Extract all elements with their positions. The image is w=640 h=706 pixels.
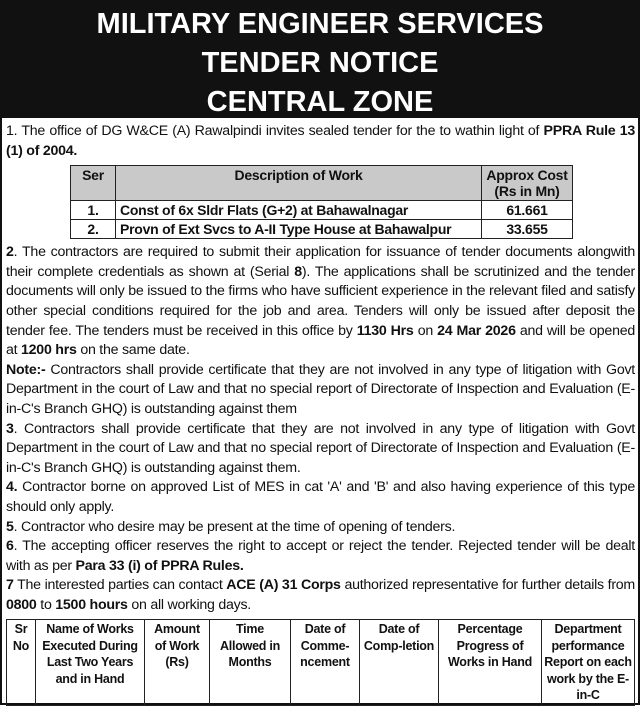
- cell-description: Const of 6x Sldr Flats (G+2) at Bahawalnagar: [116, 201, 482, 220]
- table-row: [71, 201, 573, 220]
- cell-ser: 1.: [71, 201, 116, 220]
- credentials-col-header: Date of Comp-letion: [360, 620, 439, 706]
- paragraph-6: [6, 518, 635, 538]
- text: to: [36, 596, 56, 613]
- bold-text: 7: [6, 577, 14, 594]
- credentials-col-header: Sr No: [7, 620, 36, 706]
- text: on all working days.: [127, 596, 251, 613]
- text: . Contractors shall provide certificate that they are not involved in any type of litigation with Govt Department in the court of Law and that no special report of Directorate of Inspection and Evaluation (E-in-C's Branch GHQ) is outstanding against them.: [6, 420, 635, 476]
- paragraph-8: [6, 576, 635, 615]
- cell-cost: 33.655: [482, 220, 573, 239]
- text: . The accepting officer reserves the right to accept or reject the tender. Rejected tender will be dealt with as per: [6, 538, 635, 574]
- works-table: [70, 165, 573, 239]
- header-title: MILITARY ENGINEER SERVICES: [96, 8, 544, 40]
- bold-text: Note:-: [6, 361, 46, 378]
- cell-cost: 61.661: [482, 201, 573, 220]
- bold-text: 2: [6, 244, 14, 261]
- paragraph-2: [6, 243, 635, 361]
- col-description: Description of Work: [116, 166, 482, 201]
- paragraph-4: [6, 420, 635, 479]
- text: . The contractors are required to submit their application for issuance of tender documents alongwith their complete credentials as shown at (Serial: [6, 244, 635, 280]
- credentials-col-header: Department performance Report on each work by the E-in-C: [542, 620, 635, 706]
- text: on: [413, 322, 438, 339]
- bold-text: 5: [6, 518, 14, 535]
- paragraphs: [6, 243, 635, 615]
- credentials-table: [6, 619, 635, 706]
- bold-text: 1500 hours: [55, 596, 128, 613]
- text: . Contractor who desire may be present at the time of opening of tenders.: [13, 518, 456, 535]
- bold-text: 24 Mar 2026: [437, 322, 516, 339]
- text: authorized representative for further details from: [340, 577, 636, 594]
- text: 1. The office of DG W&CE (A) Rawalpindi invites sealed tender for the to wathin light of: [6, 123, 544, 139]
- bold-text: PPRA Rule 13 (1) of 2004.: [6, 123, 635, 159]
- bold-text: Para 33 (i) of PPRA Rules.: [75, 557, 244, 574]
- header-zone: CENTRAL ZONE: [206, 86, 434, 118]
- header-subtitle: TENDER NOTICE: [201, 47, 439, 79]
- col-ser: Ser: [71, 166, 116, 201]
- credentials-col-header: Time Allowed in Months: [210, 620, 291, 706]
- paragraph-3: [6, 361, 635, 420]
- cell-ser: 2.: [71, 220, 116, 239]
- paragraph-7: [6, 537, 635, 576]
- cell-description: Provn of Ext Svcs to A-II Type House at Bahawalpur: [116, 220, 482, 239]
- bold-text: 0800: [6, 596, 37, 613]
- bold-text: ACE (A) 31 Corps: [226, 577, 341, 594]
- bold-text: 1200 hrs: [21, 342, 77, 359]
- text: The interested parties can contact: [13, 577, 227, 594]
- credentials-col-header: Date of Comme-ncement: [291, 620, 360, 706]
- credentials-col-header: Amount of Work (Rs): [145, 620, 210, 706]
- bold-text: 3: [6, 420, 14, 437]
- credentials-col-header: Percentage Progress of Works in Hand: [439, 620, 542, 706]
- notice-body: [2, 118, 638, 706]
- paragraph-5: [6, 478, 635, 517]
- table-row: [71, 220, 573, 239]
- text: Contractors shall provide certificate that they are not involved in any type of litigation with Govt Department in the court of Law and that no special report of Directorate of Inspection and Evaluation (E-in-C's Branch GHQ) is outstanding against them: [6, 361, 635, 417]
- paragraph-1: [6, 122, 635, 161]
- col-cost: Approx Cost (Rs in Mn): [482, 166, 573, 201]
- text: and will be opened at: [6, 322, 635, 359]
- text: ). The applications shall be scrutinized and the tender documents will only be issued to the firms who have sufficient experience in the relevant filed and satisfy other special conditions required for the job and area. Tenders will only be issued after deposit the tender fee. The tenders must be received in this office by: [6, 263, 635, 339]
- bold-text: 4.: [6, 479, 18, 496]
- credentials-header-row: [7, 620, 635, 706]
- bold-text: 6: [6, 538, 14, 555]
- text: Contractor borne on approved List of MES in cat 'A' and 'B' and also having experience of this type should only apply.: [6, 479, 635, 515]
- bold-text: 8: [294, 263, 302, 280]
- text: on the same date.: [76, 342, 190, 359]
- notice-header: [2, 2, 638, 118]
- bold-text: 1130 Hrs: [356, 322, 414, 339]
- credentials-col-header: Name of Works Executed During Last Two Years and in Hand: [36, 620, 145, 706]
